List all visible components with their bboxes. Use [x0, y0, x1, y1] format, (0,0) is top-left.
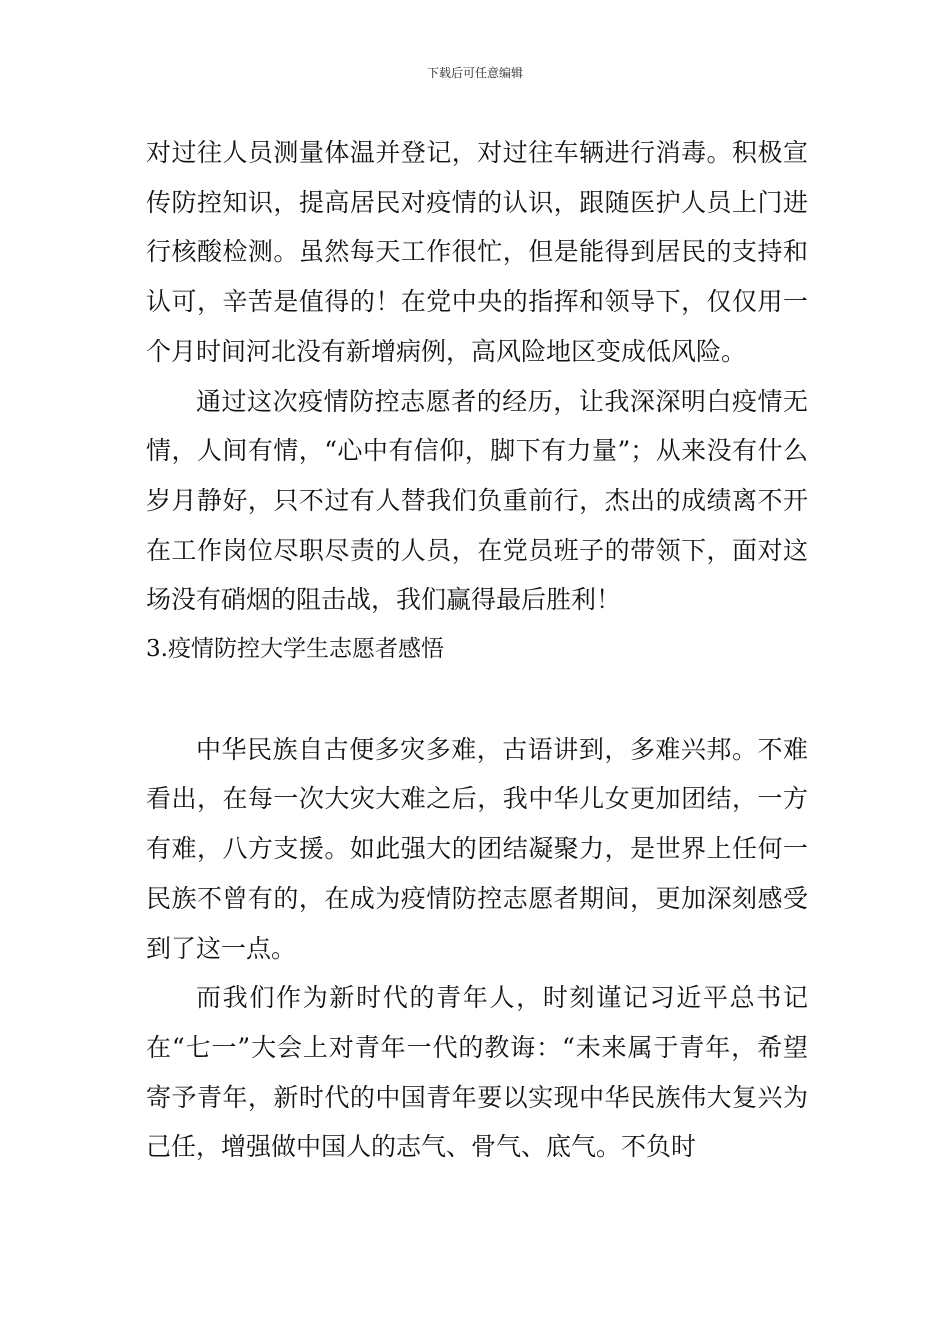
- document-body: [146, 128, 808, 1172]
- section-heading: 3.疫情防控大学生志愿者感悟: [146, 636, 444, 663]
- section-spacer: [146, 675, 808, 725]
- paragraph-2: 通过这次疫情防控志愿者的经历，让我深深明白疫情无情，人间有情，“心中有信仰，脚下有力量”；从来没有什么岁月静好，只不过有人替我们负重前行，杰出的成绩离不开在工作岗位尽职尽责的人员，在党员班子的带领下，面对这场没有硝烟的阻击战，我们赢得最后胜利！: [146, 386, 808, 615]
- page-header: 下载后可任意编辑: [426, 66, 523, 80]
- paragraph-3: 中华民族自古便多灾多难，古语讲到，多难兴邦。不难看出，在每一次大灾大难之后，我中华儿女更加团结，一方有难，八方支援。如此强大的团结凝聚力，是世界上任何一民族不曾有的，在成为疫情防控志愿者期间，更加深刻感受到了这一点。: [146, 734, 808, 963]
- paragraph-1: 对过往人员测量体温并登记，对过往车辆进行消毒。积极宣传防控知识，提高居民对疫情的认识，跟随医护人员上门进行核酸检测。虽然每天工作很忙，但是能得到居民的支持和认可，辛苦是值得的！在党中央的指挥和领导下，仅仅用一个月时间河北没有新增病例，高风险地区变成低风险。: [146, 138, 808, 366]
- paragraph-4: 而我们作为新时代的青年人，时刻谨记习近平总书记在“七一”大会上对青年一代的教诲：“未来属于青年，希望寄予青年，新时代的中国青年要以实现中华民族伟大复兴为己任，增强做中国人的志气、骨气、底气。不负时: [146, 983, 808, 1162]
